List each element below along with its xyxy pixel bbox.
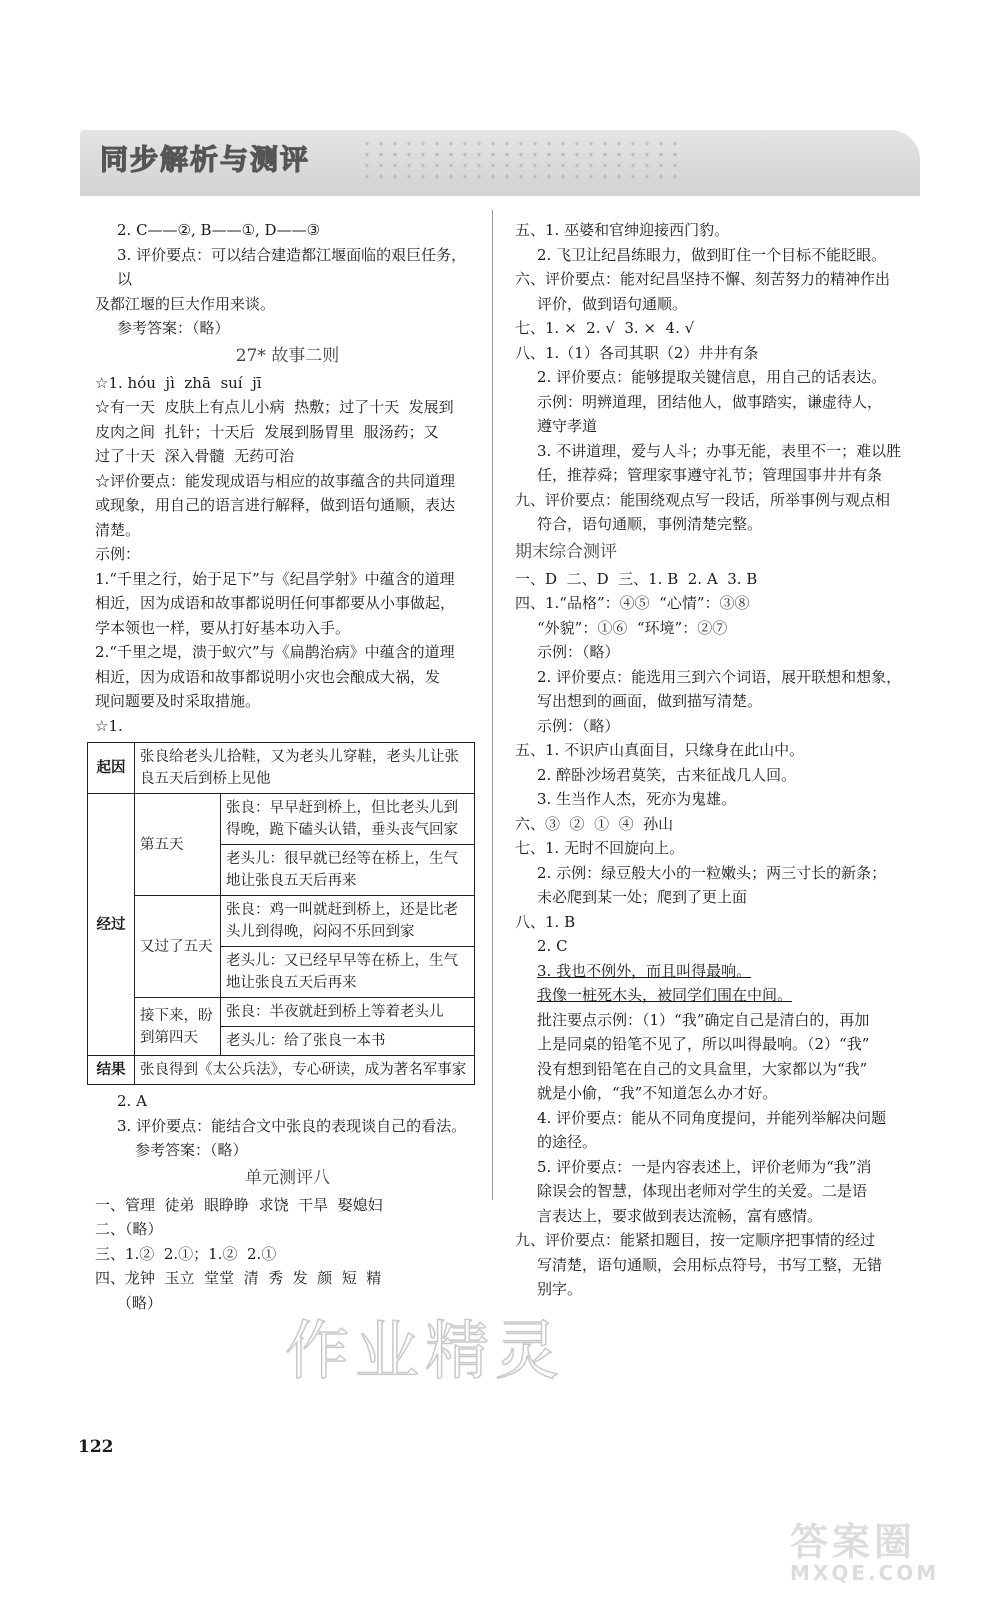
header-banner <box>80 130 920 196</box>
answer-line: （略） <box>117 1293 163 1312</box>
answer-line: 2. 醉卧沙场君莫笑，古来征战几人回。 <box>537 765 797 784</box>
answer-line: 八、1. B <box>515 912 576 931</box>
answer-line: 写出想到的画面，做到描写清楚。 <box>537 692 763 710</box>
table-cell: 张良得到《太公兵法》，专心研读，成为著名军事家 <box>135 1056 475 1085</box>
answer-line: 五、1. 不识庐山真面目，只缘身在此山中。 <box>515 741 805 759</box>
answer-line: 七、1. × 2. √ 3. × 4. √ <box>515 319 695 337</box>
left-column <box>95 218 480 1315</box>
table-header-cell: 结果 <box>88 1056 135 1085</box>
section-title: 期末综合测评 <box>515 541 617 562</box>
table-cell: 张良给老头儿拾鞋，又为老头儿穿鞋，老头儿让张良五天后到桥上见他 <box>135 743 475 794</box>
answer-line: 示例：（略） <box>537 643 620 661</box>
answer-line: 的途径。 <box>537 1133 598 1151</box>
table-header-cell: 起因 <box>88 743 135 794</box>
answer-line: 相近，因为成语和故事都说明小灾也会酿成大祸，发 <box>95 667 441 686</box>
answer-line: 上是同桌的铅笔不见了，所以叫得最响。（2）“我” <box>537 1035 870 1053</box>
answer-line: 九、评价要点：能紧扣题目，按一定顺序把事情的经过 <box>515 1231 876 1249</box>
answer-line: 示例：明辨道理，团结他人，做事踏实，谦虚待人， <box>537 392 883 411</box>
answer-line: 未必爬到某一处；爬到了更上面 <box>537 888 748 906</box>
answer-line: ☆评价要点：能发现成语与相应的故事蕴含的共同道理 <box>95 471 456 490</box>
stamp-line: 答案圈 <box>790 1520 917 1564</box>
table-cell: 接下来，盼到第四天 <box>135 998 221 1056</box>
stamp-line: MXQE.COM <box>790 1561 940 1585</box>
table-cell: 老头儿：很早就已经等在桥上，生气地让张良五天后再来 <box>221 845 475 896</box>
answer-line: 2. C <box>537 937 568 955</box>
answer-line: 九、评价要点：能围绕观点写一段话，所举事例与观点相 <box>515 490 891 509</box>
page-number: 122 <box>78 1437 114 1457</box>
table-cell: 又过了五天 <box>135 896 221 998</box>
answer-line: 3. 生当作人杰，死亦为鬼雄。 <box>537 790 737 808</box>
answer-line: 批注要点示例：（1）“我”确定自己是清白的，再加 <box>537 1010 870 1029</box>
answer-line: 任，推荐舜；管理家事遵守礼节；管理国事井井有条 <box>537 466 883 484</box>
answer-line: 六、③ ② ① ④ 孙山 <box>515 814 674 833</box>
answer-line: 四、1.“品格”：④⑤ “心情”：③⑧ <box>515 594 750 612</box>
answer-line: 写清楚，语句通顺，会用标点符号，书写工整，无错 <box>537 1255 883 1274</box>
section-title: 27* 故事二则 <box>235 345 340 366</box>
answer-line: 3. 评价要点：能结合文中张良的表现谈自己的看法。 <box>117 1116 467 1135</box>
answer-line: 2. A <box>117 1092 147 1110</box>
answer-line: 符合，语句通顺，事例清楚完整。 <box>537 515 763 533</box>
answer-line: 及都江堰的巨大作用来谈。 <box>95 294 276 313</box>
table-cell: 老头儿：给了张良一本书 <box>221 1027 475 1056</box>
story-table <box>87 742 475 1085</box>
banner-decoration <box>360 138 680 184</box>
answer-line: 参考答案：（略） <box>135 1141 248 1159</box>
answer-line: 示例：（略） <box>537 716 620 735</box>
answer-line: 4. 评价要点：能从不同角度提问，并能列举解决问题 <box>537 1108 887 1127</box>
section-title: 单元测评八 <box>245 1167 330 1188</box>
answer-line: 3. 评价要点：可以结合建造都江堰面临的艰巨任务，以 <box>117 245 467 288</box>
answer-line: 四、龙钟 玉立 堂堂 清 秀 发 颜 短 精 <box>95 1269 382 1287</box>
answer-line: 八、1.（1）各司其职（2）井井有条 <box>515 343 759 362</box>
answer-line: 除误会的智慧，体现出老师对学生的关爱。二是语 <box>537 1182 868 1200</box>
answer-line: 参考答案：（略） <box>117 319 230 337</box>
table-row <box>88 998 475 1027</box>
table-row <box>88 794 475 845</box>
answer-line: 2. 评价要点：能够提取关键信息，用自己的话表达。 <box>537 368 887 386</box>
answer-line: 或现象，用自己的语言进行解释，做到语句通顺，表达 <box>95 496 456 514</box>
answer-line: 3. 我也不例外，而且叫得最响。 <box>537 961 752 980</box>
watermark: 作业精灵 <box>285 1315 565 1389</box>
right-column <box>515 218 915 1302</box>
answer-line: ☆1. <box>95 716 123 735</box>
answer-line: 2. 飞卫让纪昌练眼力，做到盯住一个目标不能眨眼。 <box>537 245 887 264</box>
answer-line: 2. C——②, B——①, D——③ <box>117 221 321 239</box>
answer-line: 言表达上，要求做到表达流畅，富有感情。 <box>537 1206 823 1225</box>
answer-line: 七、1. 无时不回旋向上。 <box>515 839 685 857</box>
answer-line: 我像一桩死木头，被同学们围在中间。 <box>537 986 793 1004</box>
answer-line: 二、（略） <box>95 1220 163 1238</box>
answer-line: 遵守孝道 <box>537 417 598 435</box>
table-cell: 张良：鸡一叫就赶到桥上，还是比老头儿到得晚，闷闷不乐回到家 <box>221 896 475 947</box>
answer-line: 三、1.② 2.①；1.② 2.① <box>95 1244 277 1263</box>
answer-line: ☆1. hóu jì zhā suí jī <box>95 373 262 392</box>
answer-line: 就是小偷，“我”不知道怎么办才好。 <box>537 1084 778 1102</box>
table-cell: 老头儿：又已经早早等在桥上，生气地让张良五天后再来 <box>221 947 475 998</box>
answer-line: 1.“千里之行，始于足下”与《纪昌学射》中蕴含的道理 <box>95 569 455 588</box>
answer-line: 评价，做到语句通顺。 <box>537 294 688 313</box>
answer-line: 5. 评价要点：一是内容表述上，评价老师为“我”消 <box>537 1157 872 1176</box>
table-cell: 张良：半夜就赶到桥上等着老头儿 <box>221 998 475 1027</box>
answer-line: 六、评价要点：能对纪昌坚持不懈、刻苦努力的精神作出 <box>515 270 891 288</box>
answer-line: 别字。 <box>537 1280 583 1298</box>
table-header-cell: 经过 <box>88 794 135 1056</box>
answer-line: 过了十天 深入骨髓 无药可治 <box>95 447 295 465</box>
answer-line: 一、管理 徒弟 眼睁睁 求饶 干旱 娶媳妇 <box>95 1195 383 1214</box>
answer-line: 清楚。 <box>95 520 141 539</box>
answer-line: 五、1. 巫婆和官绅迎接西门豹。 <box>515 221 730 239</box>
answer-line: 3. 不讲道理，爱与人斗；办事无能，表里不一；难以胜 <box>537 441 902 460</box>
header-title: 同步解析与测评 <box>100 143 311 176</box>
answer-line: 学本领也一样，要从打好基本功入手。 <box>95 618 351 637</box>
site-stamp-logo <box>790 1522 975 1586</box>
answer-line: 示例： <box>95 545 141 563</box>
column-divider <box>492 210 493 1200</box>
table-cell: 第五天 <box>135 794 221 896</box>
answer-line: 2. 评价要点：能选用三到六个词语，展开联想和想象， <box>537 667 902 686</box>
answer-line: “外貌”：①⑥ “环境”：②⑦ <box>537 618 728 637</box>
table-row <box>88 896 475 947</box>
answer-line: 2.“千里之堤，溃于蚁穴”与《扁鹊治病》中蕴含的道理 <box>95 643 455 661</box>
answer-line: 没有想到铅笔在自己的文具盒里，大家都以为“我” <box>537 1059 868 1078</box>
answer-line: ☆有一天 皮肤上有点儿小病 热敷；过了十天 发展到 <box>95 398 454 416</box>
answer-line: 2. 示例：绿豆般大小的一粒嫩头；两三寸长的新条； <box>537 863 887 882</box>
answer-line: 一、D 二、D 三、1. B 2. A 3. B <box>515 569 758 588</box>
table-row <box>88 1056 475 1085</box>
table-row <box>88 743 475 794</box>
answer-line: 皮肉之间 扎针；十天后 发展到肠胃里 服汤药；又 <box>95 422 439 441</box>
answer-line: 相近，因为成语和故事都说明任何事都要从小事做起， <box>95 594 456 612</box>
table-cell: 张良：早早赶到桥上，但比老头儿到得晚，跪下磕头认错，垂头丧气回家 <box>221 794 475 845</box>
answer-line: 现问题要及时采取措施。 <box>95 692 261 710</box>
